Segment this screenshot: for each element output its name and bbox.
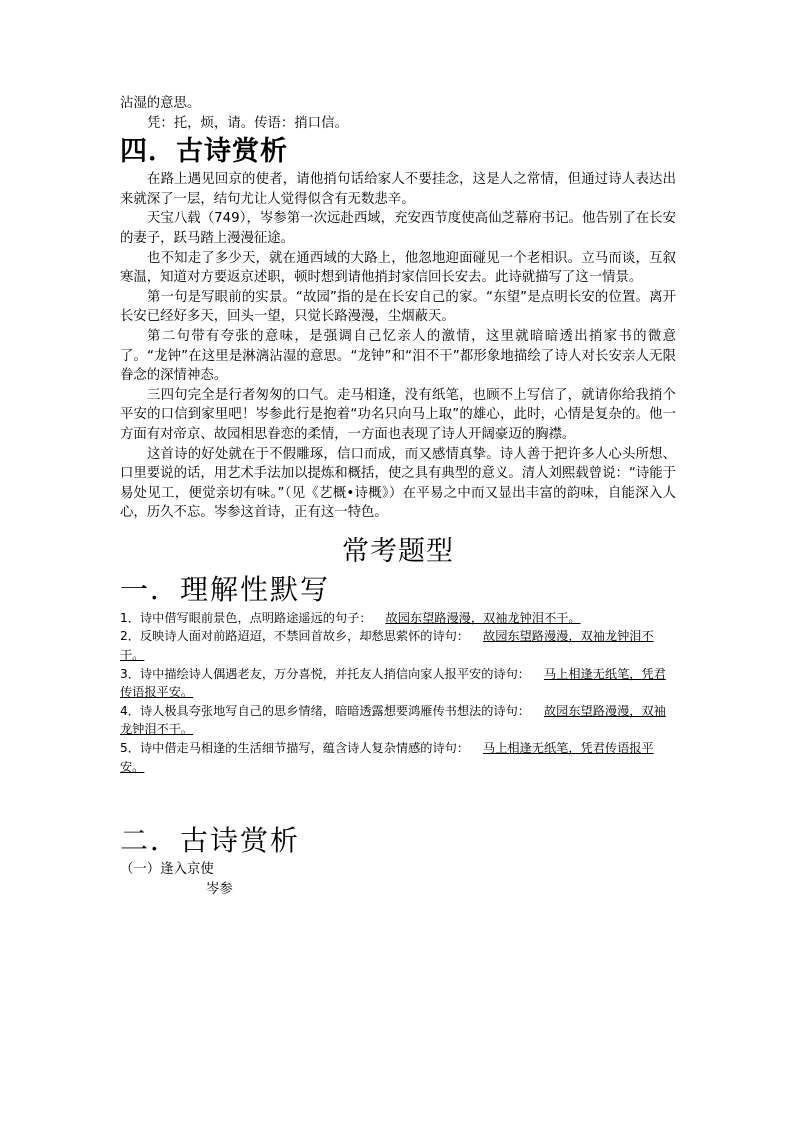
analysis-paragraph: 天宝八载（749），岑参第一次远赴西域，充安西节度使高仙芝幕府书记。他告别了在长安的妻子，跃马踏上漫漫征途。	[120, 211, 676, 246]
answer-text: 马上相逢无纸笔，凭君传语报平安。	[120, 666, 666, 700]
answer-text: 马上相逢无纸笔，凭君传语报平安。	[120, 741, 654, 774]
question-item	[120, 702, 676, 739]
answer-text: 故园东望路漫漫，双袖龙钟泪不干。	[385, 610, 581, 625]
heading-part-1: 一．理解性默写	[120, 572, 331, 606]
paragraph-continuation: 沾湿的意思。	[120, 96, 201, 111]
question-text: 2．反映诗人面对前路迢迢，不禁回首故乡，却愁思萦怀的诗句：	[120, 629, 470, 644]
document-page	[120, 94, 676, 900]
analysis-paragraph: 第二句带有夸张的意味，是强调自己忆亲人的激情，这里就暗暗透出捎家书的微意了。“龙钟”在这里是淋漓沾湿的意思。“龙钟”和“泪不干”都形象地描绘了诗人对长安亲人无限眷念的深情神态。	[120, 328, 676, 384]
poem-author: 岑参	[206, 882, 233, 898]
question-item	[120, 739, 676, 776]
question-item	[120, 627, 676, 664]
analysis-paragraph: 这首诗的好处就在于不假雕琢，信口而成，而又感情真挚。诗人善于把许多人心头所想、口里要说的话，用艺术手法加以提炼和概括，使之具有典型的意义。清人刘熙载曾说：“诗能于易处见工，便觉亲切有味。”（见《艺概•诗概》）在平易之中而又显出丰富的韵味，自能深入人心，历久不忘。岑参这首诗，正有这一特色。	[120, 446, 676, 521]
question-text: 4．诗人极具夸张地写自己的思乡情绪，暗暗透露想要鸿雁传书想法的诗句：	[120, 703, 530, 718]
answer-text: 故园东望路漫漫，双袖龙钟泪不干。	[120, 629, 654, 663]
heading-question-types: 常考题型	[342, 535, 454, 567]
question-item	[120, 665, 676, 702]
poem-subheading: （一）逢入京使	[120, 862, 214, 878]
analysis-paragraph: 三四句完全是行者匆匆的口气。走马相逢，没有纸笔，也顾不上写信了，就请你给我捎个平安的口信到家里吧！岑参此行是抱着“功名只向马上取”的雄心，此时，心情是复杂的。他一方面有对帝京、故园相思眷恋的柔情，一方面也表现了诗人开阔豪迈的胸襟。	[120, 387, 676, 442]
answer-text: 故园东望路漫漫，双袖龙钟泪不干。	[120, 703, 666, 737]
note-ping: 凭：托，烦，请。传语：捎口信。	[147, 115, 348, 131]
question-text: 1．诗中借写眼前景色，点明路途遥远的句子：	[120, 610, 372, 625]
analysis-paragraph: 也不知走了多少天，就在通西域的大路上，他忽地迎面碰见一个老相识。立马而谈，互叙寒温，知道对方要返京述职，顿时想到请他捎封家信回长安去。此诗就描写了这一情景。	[120, 250, 676, 286]
analysis-paragraph: 第一句是写眼前的实景。“故园”指的是在长安自己的家。“东望”是点明长安的位置。离开长安已经好多天，回头一望，只觉长路漫漫，尘烟蔽天。	[120, 289, 676, 325]
heading-section-4: 四．古诗赏析	[120, 136, 288, 168]
heading-part-2: 二．古诗赏析	[120, 824, 301, 858]
question-item	[120, 609, 676, 628]
question-text: 5．诗中借走马相逢的生活细节描写，蕴含诗人复杂情感的诗句：	[120, 741, 470, 756]
analysis-paragraph: 在路上遇见回京的使者，请他捎句话给家人不要挂念，这是人之常情，但通过诗人表达出来就深了一层，结句尤让人觉得似含有无数悲辛。	[120, 172, 676, 207]
question-text: 3．诗中描绘诗人偶遇老友，万分喜悦，并托友人捎信向家人报平安的诗句：	[120, 666, 530, 681]
